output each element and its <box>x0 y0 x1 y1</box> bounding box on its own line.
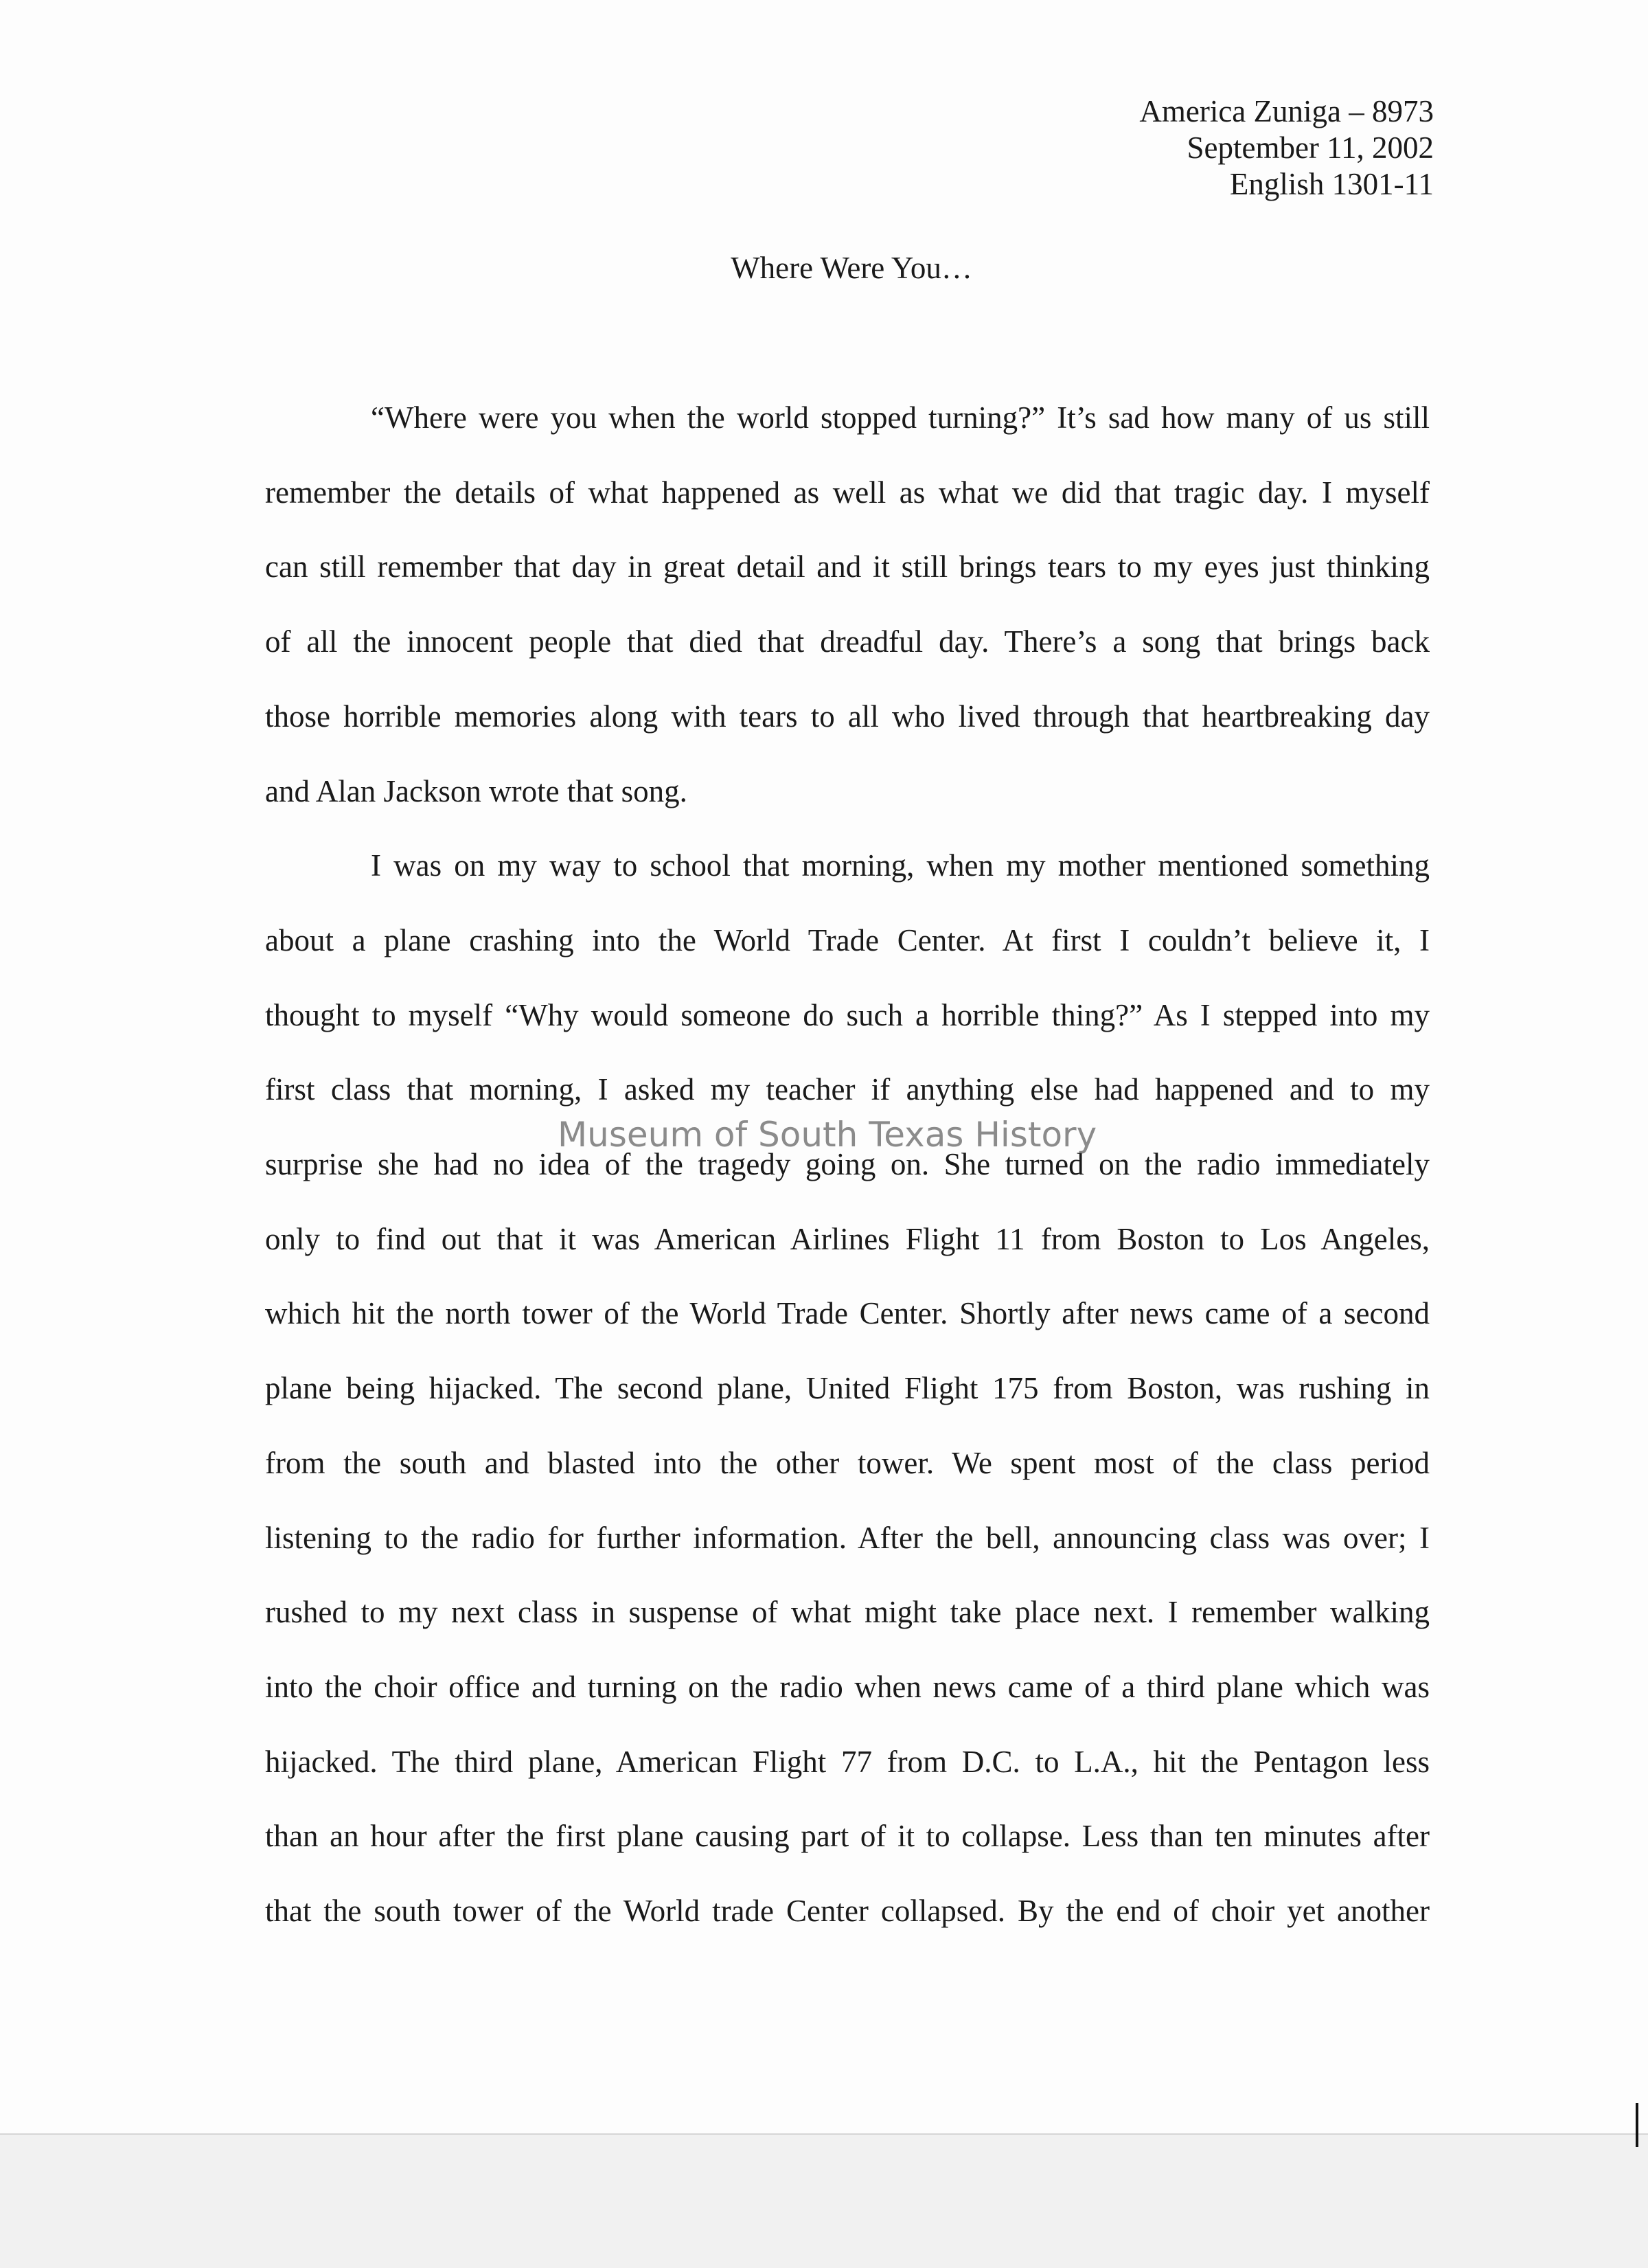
body-line: only to find out that it was American Airlines Flight 11 from Boston to Los Angeles, <box>265 1222 1430 1256</box>
body-line: first class that morning, I asked my teacher if anything else had happened and to my <box>265 1072 1430 1107</box>
body-line: surprise she had no idea of the tragedy going on. She turned on the radio immediately <box>265 1147 1430 1181</box>
body-line: rushed to my next class in suspense of what might take place next. I remember walking <box>265 1595 1430 1629</box>
body-line: that the south tower of the World trade Center collapsed. By the end of choir yet another <box>265 1894 1430 1928</box>
body-line: of all the innocent people that died that dreadful day. There’s a song that brings back <box>265 624 1430 659</box>
body-line: than an hour after the first plane causing part of it to collapse. Less than ten minutes after <box>265 1819 1430 1853</box>
body-line: which hit the north tower of the World Trade Center. Shortly after news came of a second <box>265 1296 1430 1330</box>
body-line: can still remember that day in great detail and it still brings tears to my eyes just thinking <box>265 549 1430 584</box>
header-block <box>1139 93 1434 203</box>
body-line: from the south and blasted into the other tower. We spent most of the class period <box>265 1446 1430 1480</box>
body-line: those horrible memories along with tears to all who lived through that heartbreaking day <box>265 699 1430 734</box>
body-line: and Alan Jackson wrote that song. <box>265 774 687 808</box>
author-line: America Zuniga – 8973 <box>1139 94 1434 128</box>
body-line: remember the details of what happened as well as what we did that tragic day. I myself <box>265 475 1430 510</box>
body-line: thought to myself “Why would someone do such a horrible thing?” As I stepped into my <box>265 998 1430 1032</box>
body-line: listening to the radio for further information. After the bell, announcing class was over; I <box>265 1521 1430 1555</box>
course-line: English 1301-11 <box>1229 167 1434 201</box>
body-line: about a plane crashing into the World Trade Center. At first I couldn’t believe it, I <box>265 923 1430 957</box>
scan-edge-mark <box>1636 2103 1638 2147</box>
essay-title: Where Were You… <box>731 251 972 285</box>
body-line: hijacked. The third plane, American Flight 77 from D.C. to L.A., hit the Pentagon less <box>265 1745 1430 1779</box>
body-line: I was on my way to school that morning, when my mother mentioned something <box>371 848 1430 883</box>
watermark: Museum of South Texas History <box>558 1115 1097 1155</box>
body-line: plane being hijacked. The second plane, United Flight 175 from Boston, was rushing in <box>265 1371 1430 1405</box>
body-line: into the choir office and turning on the radio when news came of a third plane which was <box>265 1670 1430 1704</box>
date-line: September 11, 2002 <box>1187 131 1434 165</box>
body-line: “Where were you when the world stopped turning?” It’s sad how many of us still <box>371 400 1430 435</box>
